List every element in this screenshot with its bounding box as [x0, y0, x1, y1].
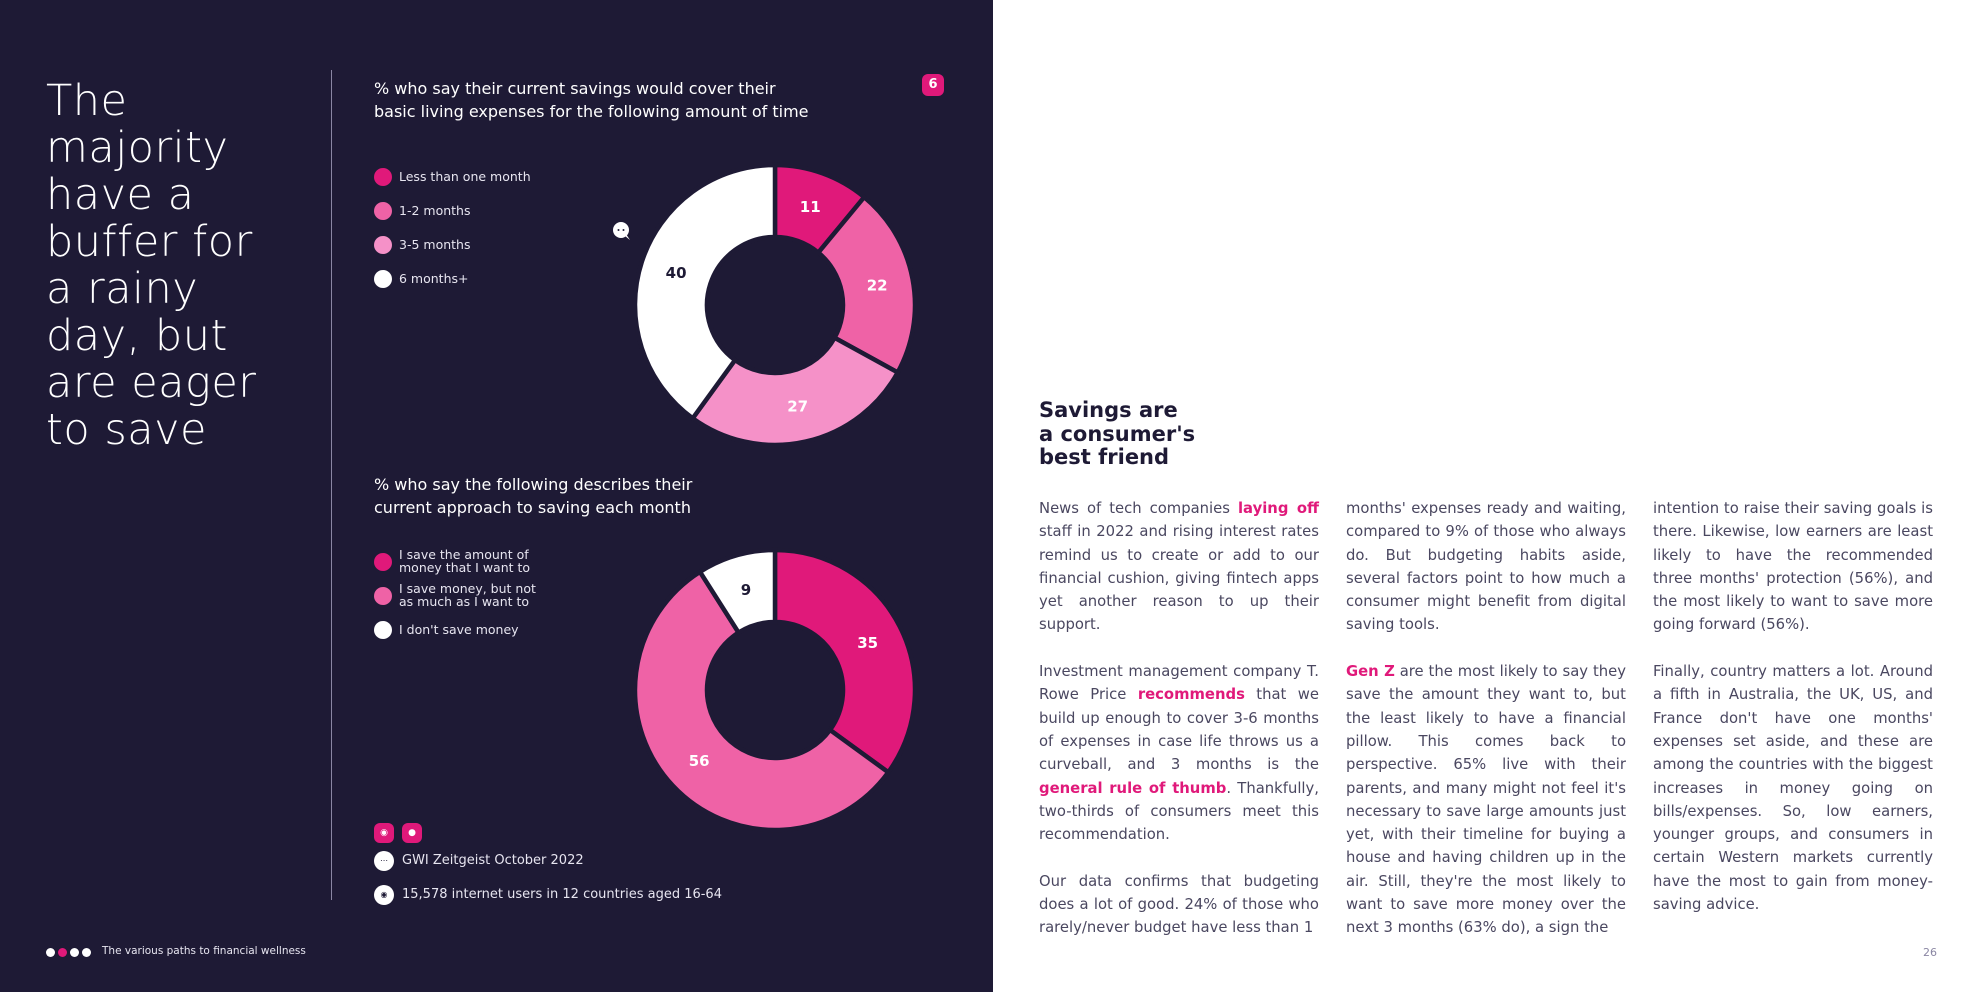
legend-swatch — [374, 202, 392, 220]
right-page — [993, 0, 1984, 992]
vertical-divider — [331, 70, 332, 900]
chart2-title-line: % who say the following describes their — [374, 475, 693, 494]
legend-label: I don't save money — [399, 622, 519, 637]
footer-dot — [58, 948, 67, 957]
footer-text: The various paths to financial wellness — [102, 945, 306, 957]
legend-label: 1-2 months — [399, 203, 471, 218]
sample-source-text: 15,578 internet users in 12 countries aged 16-64 — [402, 887, 722, 902]
globe-icon: ◉ — [374, 823, 394, 843]
section-heading-line: a consumer's — [1039, 421, 1196, 446]
chart2-title-line: current approach to saving each month — [374, 498, 691, 517]
highlight-text: laying off — [1237, 500, 1319, 517]
headline-line: a rainy — [46, 264, 199, 314]
text-run: staff in 2022 and rising interest rates remind us to create or add to our financial cushion, giving fintech apps yet another reason to up their support. — [1039, 523, 1319, 634]
legend-label: 3-5 months — [399, 237, 471, 252]
text-run: that we build up enough to cover 3-6 months of expenses in case life throws us a curveball, and 3 months is the — [1039, 686, 1319, 774]
headline-line: are eager — [46, 358, 257, 408]
chart2-title — [374, 473, 834, 519]
footer-dot — [46, 948, 55, 957]
data-label: 9 — [740, 581, 752, 600]
data-label: 35 — [857, 633, 879, 652]
text-run: . Thankfully, two-thirds of consumers meet this recommendation. — [1039, 779, 1319, 844]
paragraph — [1346, 660, 1626, 940]
data-label: 22 — [866, 276, 888, 295]
paragraph — [1346, 497, 1626, 637]
paragraph — [1039, 870, 1319, 940]
chart1-title — [374, 77, 834, 123]
chart1-title-line: % who say their current savings would cover their — [374, 79, 776, 98]
headline-line: to save — [46, 405, 207, 455]
text-column-3 — [1653, 497, 1933, 916]
data-label: 56 — [688, 752, 710, 771]
text-run: News of tech companies — [1039, 500, 1238, 517]
highlight-text: recommends — [1137, 686, 1245, 704]
survey-source-text: GWI Zeitgeist October 2022 — [402, 853, 584, 868]
text-column-1 — [1039, 497, 1319, 940]
legend-swatch — [374, 168, 392, 186]
paragraph — [1039, 497, 1319, 637]
savings-coverage-donut-chart — [630, 160, 920, 450]
page-number: 26 — [1923, 946, 1937, 959]
footer-dot — [82, 948, 91, 957]
paragraph — [1653, 497, 1933, 637]
info-icon[interactable] — [612, 221, 632, 241]
people-icon: ● — [402, 823, 422, 843]
data-label: 11 — [799, 198, 821, 217]
text-run: Investment management company T. Rowe Price — [1039, 663, 1319, 704]
footer-dot — [70, 948, 79, 957]
section-heading-line: Savings are — [1039, 398, 1178, 422]
section-heading — [1039, 399, 1195, 470]
text-run: months' expenses ready and waiting, compared to 9% of those who always do. But budgeting habits aside, several factors point to how much a consumer might benefit from digital saving tools. — [1346, 500, 1626, 634]
legend-swatch — [374, 587, 392, 605]
text-run: intention to raise their saving goals is there. Likewise, low earners are least likely to have the recommended three months' protection (56%), and the most likely to want to save more going forward (56%). — [1653, 500, 1933, 634]
saving-approach-donut-chart — [630, 545, 920, 835]
chart1-title-line: basic living expenses for the following amount of time — [374, 102, 809, 121]
legend-swatch — [374, 621, 392, 639]
headline-line: have a — [46, 170, 195, 220]
text-run: are the most likely to say they save the amount they want to, but the least likely to have a financial pillow. This comes back to perspective. 65% live with their parents, and many might not feel it's necessary to save large amounts just yet, with their timeline for buying a house and having children up in the air. Still, they're the most likely to want to save more money over the next 3 months (63% do), a sign the — [1346, 663, 1626, 937]
chart-number-badge: 6 — [922, 74, 944, 96]
page-headline — [46, 78, 316, 454]
legend-swatch — [374, 236, 392, 254]
highlight-text: general rule of thumb — [1039, 779, 1227, 797]
text-column-2 — [1346, 497, 1626, 940]
headline-line: The majority — [46, 76, 229, 173]
legend-label: 6 months+ — [399, 271, 469, 286]
legend-swatch — [374, 553, 392, 571]
legend-label: I save money, but not as much as I want to — [399, 581, 536, 609]
text-run: Our data confirms that budgeting does a lot of good. 24% of those who rarely/never budget have less than 1 — [1039, 872, 1319, 937]
data-label: 27 — [787, 397, 809, 416]
users-icon: ◉ — [374, 885, 394, 905]
headline-line: buffer for — [46, 217, 253, 267]
section-heading-line: best friend — [1039, 445, 1170, 469]
legend-swatch — [374, 270, 392, 288]
legend-label: Less than one month — [399, 169, 531, 184]
text-run: Finally, country matters a lot. Around a fifth in Australia, the UK, US, and France don't have one months' expenses set aside, and these are among the countries with the biggest increases in money going on bills/expenses. So, low earners, younger groups, and consumers in certain Western markets currently have the most to gain from money-saving advice. — [1653, 663, 1933, 914]
legend-label: I save the amount of money that I want to — [399, 547, 531, 575]
paragraph — [1039, 660, 1319, 846]
chat-bubble-icon: ⋯ — [374, 851, 394, 871]
highlight-text: Gen Z — [1346, 663, 1395, 681]
paragraph — [1653, 660, 1933, 916]
data-label: 40 — [665, 263, 687, 282]
headline-line: day, but — [46, 311, 228, 361]
